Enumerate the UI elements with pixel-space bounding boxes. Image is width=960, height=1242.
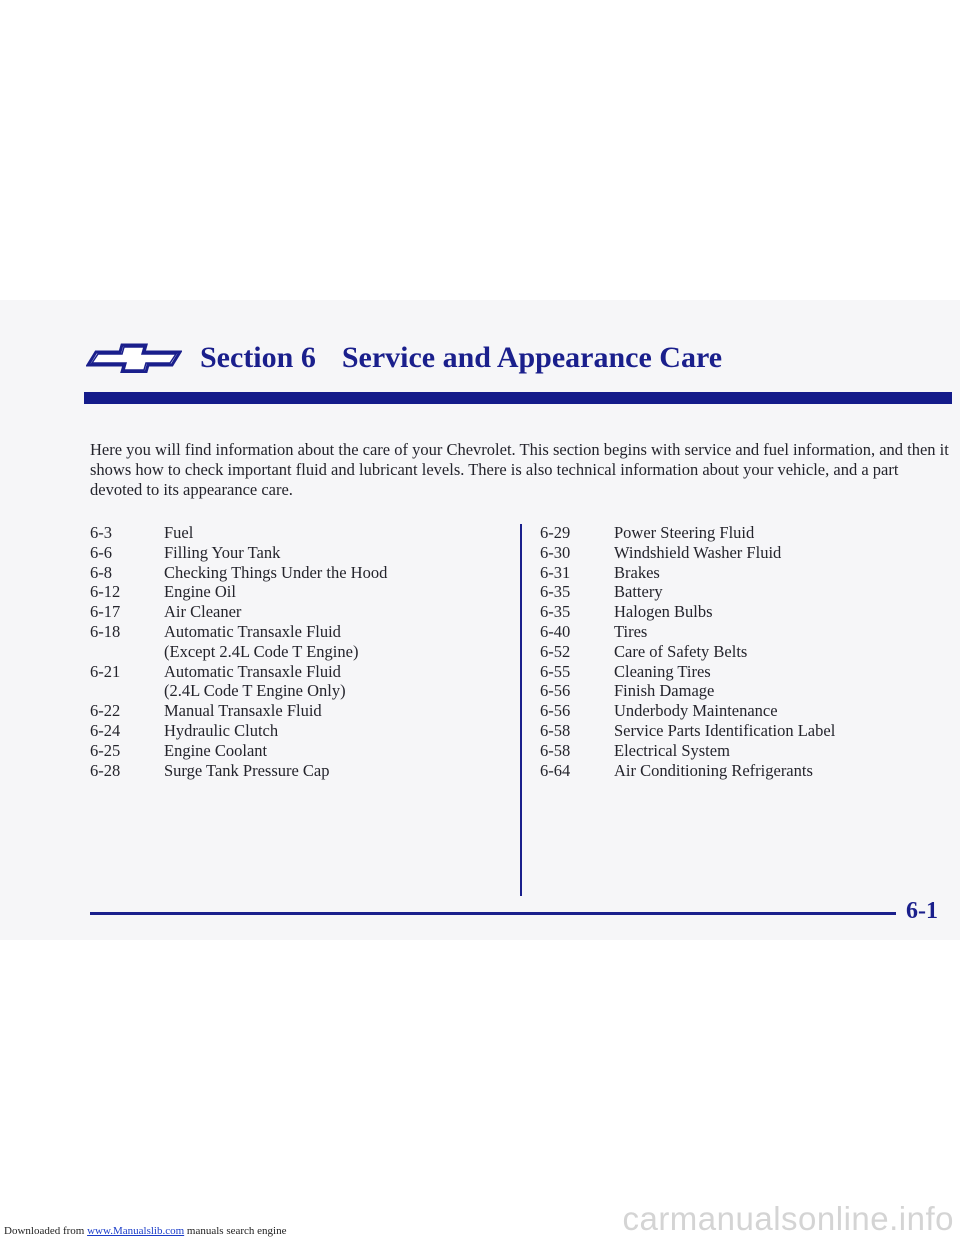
toc-page-number: 6-21 xyxy=(90,661,121,681)
toc-entry xyxy=(90,642,470,662)
toc-entry-title: Checking Things Under the Hood xyxy=(164,562,388,582)
toc-entry-title: Automatic Transaxle Fluid xyxy=(164,621,341,641)
toc-entry-title: Windshield Washer Fluid xyxy=(614,542,782,562)
toc-entry xyxy=(90,701,470,721)
toc-entry-title: Filling Your Tank xyxy=(164,542,281,562)
toc-entry-title: Surge Tank Pressure Cap xyxy=(164,760,330,780)
toc-left-column xyxy=(90,523,470,780)
toc-entry xyxy=(90,582,470,602)
page-number: 6-1 xyxy=(906,898,938,924)
section-title: Service and Appearance Care xyxy=(341,341,723,374)
toc-entry-title: Finish Damage xyxy=(614,681,715,701)
toc-entry-title: Cleaning Tires xyxy=(614,661,711,681)
page-title xyxy=(200,341,722,375)
column-divider xyxy=(520,524,522,896)
toc-page-number: 6-58 xyxy=(540,740,571,760)
section-header xyxy=(86,336,722,380)
toc-entry xyxy=(90,563,470,583)
toc-page-number: 6-12 xyxy=(90,582,121,602)
section-label: Section 6 xyxy=(200,341,316,374)
toc-entry xyxy=(540,582,940,602)
toc-entry xyxy=(540,602,940,622)
toc-entry xyxy=(540,543,940,563)
toc-entry-title: Underbody Maintenance xyxy=(614,701,778,721)
toc-entry xyxy=(90,741,470,761)
toc-entry xyxy=(540,761,940,781)
footer-rule xyxy=(90,912,896,915)
toc-entry xyxy=(90,721,470,741)
toc-page-number: 6-25 xyxy=(90,740,121,760)
toc-entry xyxy=(540,701,940,721)
watermark: carmanualsonline.info xyxy=(622,1200,954,1237)
toc-entry-title: Hydraulic Clutch xyxy=(164,720,279,740)
intro-paragraph: Here you will find information about the care of your Chevrolet. This section begins with service and fuel information, and then it shows how to check important fluid and lubricant levels. There is also technical information about your vehicle, and a part devoted to its appearance care. xyxy=(90,440,949,499)
toc-entry xyxy=(90,662,470,682)
toc-entry-title: Electrical System xyxy=(614,740,730,760)
chevrolet-bowtie-icon xyxy=(86,343,182,373)
toc-entry xyxy=(540,622,940,642)
toc-entry-title: Fuel xyxy=(164,523,194,542)
toc-page-number: 6-28 xyxy=(90,760,121,780)
toc-page-number: 6-31 xyxy=(540,562,571,582)
toc-entry-title: Battery xyxy=(614,582,663,602)
toc-entry xyxy=(90,543,470,563)
toc-entry-title: Tires xyxy=(614,621,648,641)
toc-entry xyxy=(540,563,940,583)
toc-page-number: 6-22 xyxy=(90,701,121,721)
toc-entry-title: Halogen Bulbs xyxy=(614,602,713,622)
toc-entry-title: Power Steering Fluid xyxy=(614,523,755,542)
toc-page-number: 6-8 xyxy=(90,562,112,582)
toc-page-number xyxy=(90,642,164,662)
toc-page-number: 6-18 xyxy=(90,621,121,641)
toc-entry-title: Air Conditioning Refrigerants xyxy=(614,760,813,780)
toc-page-number: 6-29 xyxy=(540,523,571,542)
toc-entry xyxy=(90,523,470,543)
toc-page-number: 6-6 xyxy=(90,542,112,562)
toc-page-number: 6-35 xyxy=(540,602,571,622)
footer-prefix: Downloaded from xyxy=(4,1225,88,1237)
toc-entry xyxy=(540,662,940,682)
toc-page-number: 6-58 xyxy=(540,720,571,740)
toc-entry xyxy=(90,761,470,781)
toc-page-number: 6-30 xyxy=(540,542,571,562)
toc-page-number: 6-56 xyxy=(540,701,571,721)
toc-entry-title: Engine Coolant xyxy=(164,740,268,760)
toc-entry-title: (Except 2.4L Code T Engine) xyxy=(164,641,359,661)
toc-page-number: 6-17 xyxy=(90,602,121,622)
toc-entry xyxy=(540,642,940,662)
download-footer xyxy=(4,1225,286,1237)
toc-right-column xyxy=(540,523,940,780)
toc-entry xyxy=(90,681,470,701)
toc-page-number: 6-24 xyxy=(90,720,121,740)
toc-entry-title: (2.4L Code T Engine Only) xyxy=(164,681,346,701)
toc-entry-title: Automatic Transaxle Fluid xyxy=(164,661,341,681)
toc-page-number: 6-56 xyxy=(540,681,571,701)
toc-entry xyxy=(540,523,940,543)
toc-page-number: 6-52 xyxy=(540,641,571,661)
toc-entry xyxy=(90,622,470,642)
toc-page-number: 6-35 xyxy=(540,582,571,602)
toc-page-number xyxy=(90,681,164,701)
toc-entry xyxy=(540,741,940,761)
manualslib-link[interactable]: www.Manualslib.com xyxy=(87,1225,185,1237)
toc-entry-title: Engine Oil xyxy=(164,582,236,602)
toc-entry xyxy=(540,721,940,741)
toc-entry-title: Manual Transaxle Fluid xyxy=(164,701,322,721)
toc-entry xyxy=(90,602,470,622)
toc-entry-title: Brakes xyxy=(614,562,660,582)
toc-page-number: 6-40 xyxy=(540,621,571,641)
toc-entry xyxy=(540,681,940,701)
toc-page-number: 6-3 xyxy=(90,523,112,542)
header-rule xyxy=(84,392,952,404)
footer-suffix: manuals search engine xyxy=(184,1225,287,1237)
toc-page-number: 6-55 xyxy=(540,661,571,681)
toc-page-number: 6-64 xyxy=(540,760,571,780)
toc-entry-title: Air Cleaner xyxy=(164,602,242,622)
toc-entry-title: Care of Safety Belts xyxy=(614,641,748,661)
toc-entry-title: Service Parts Identification Label xyxy=(614,720,836,740)
